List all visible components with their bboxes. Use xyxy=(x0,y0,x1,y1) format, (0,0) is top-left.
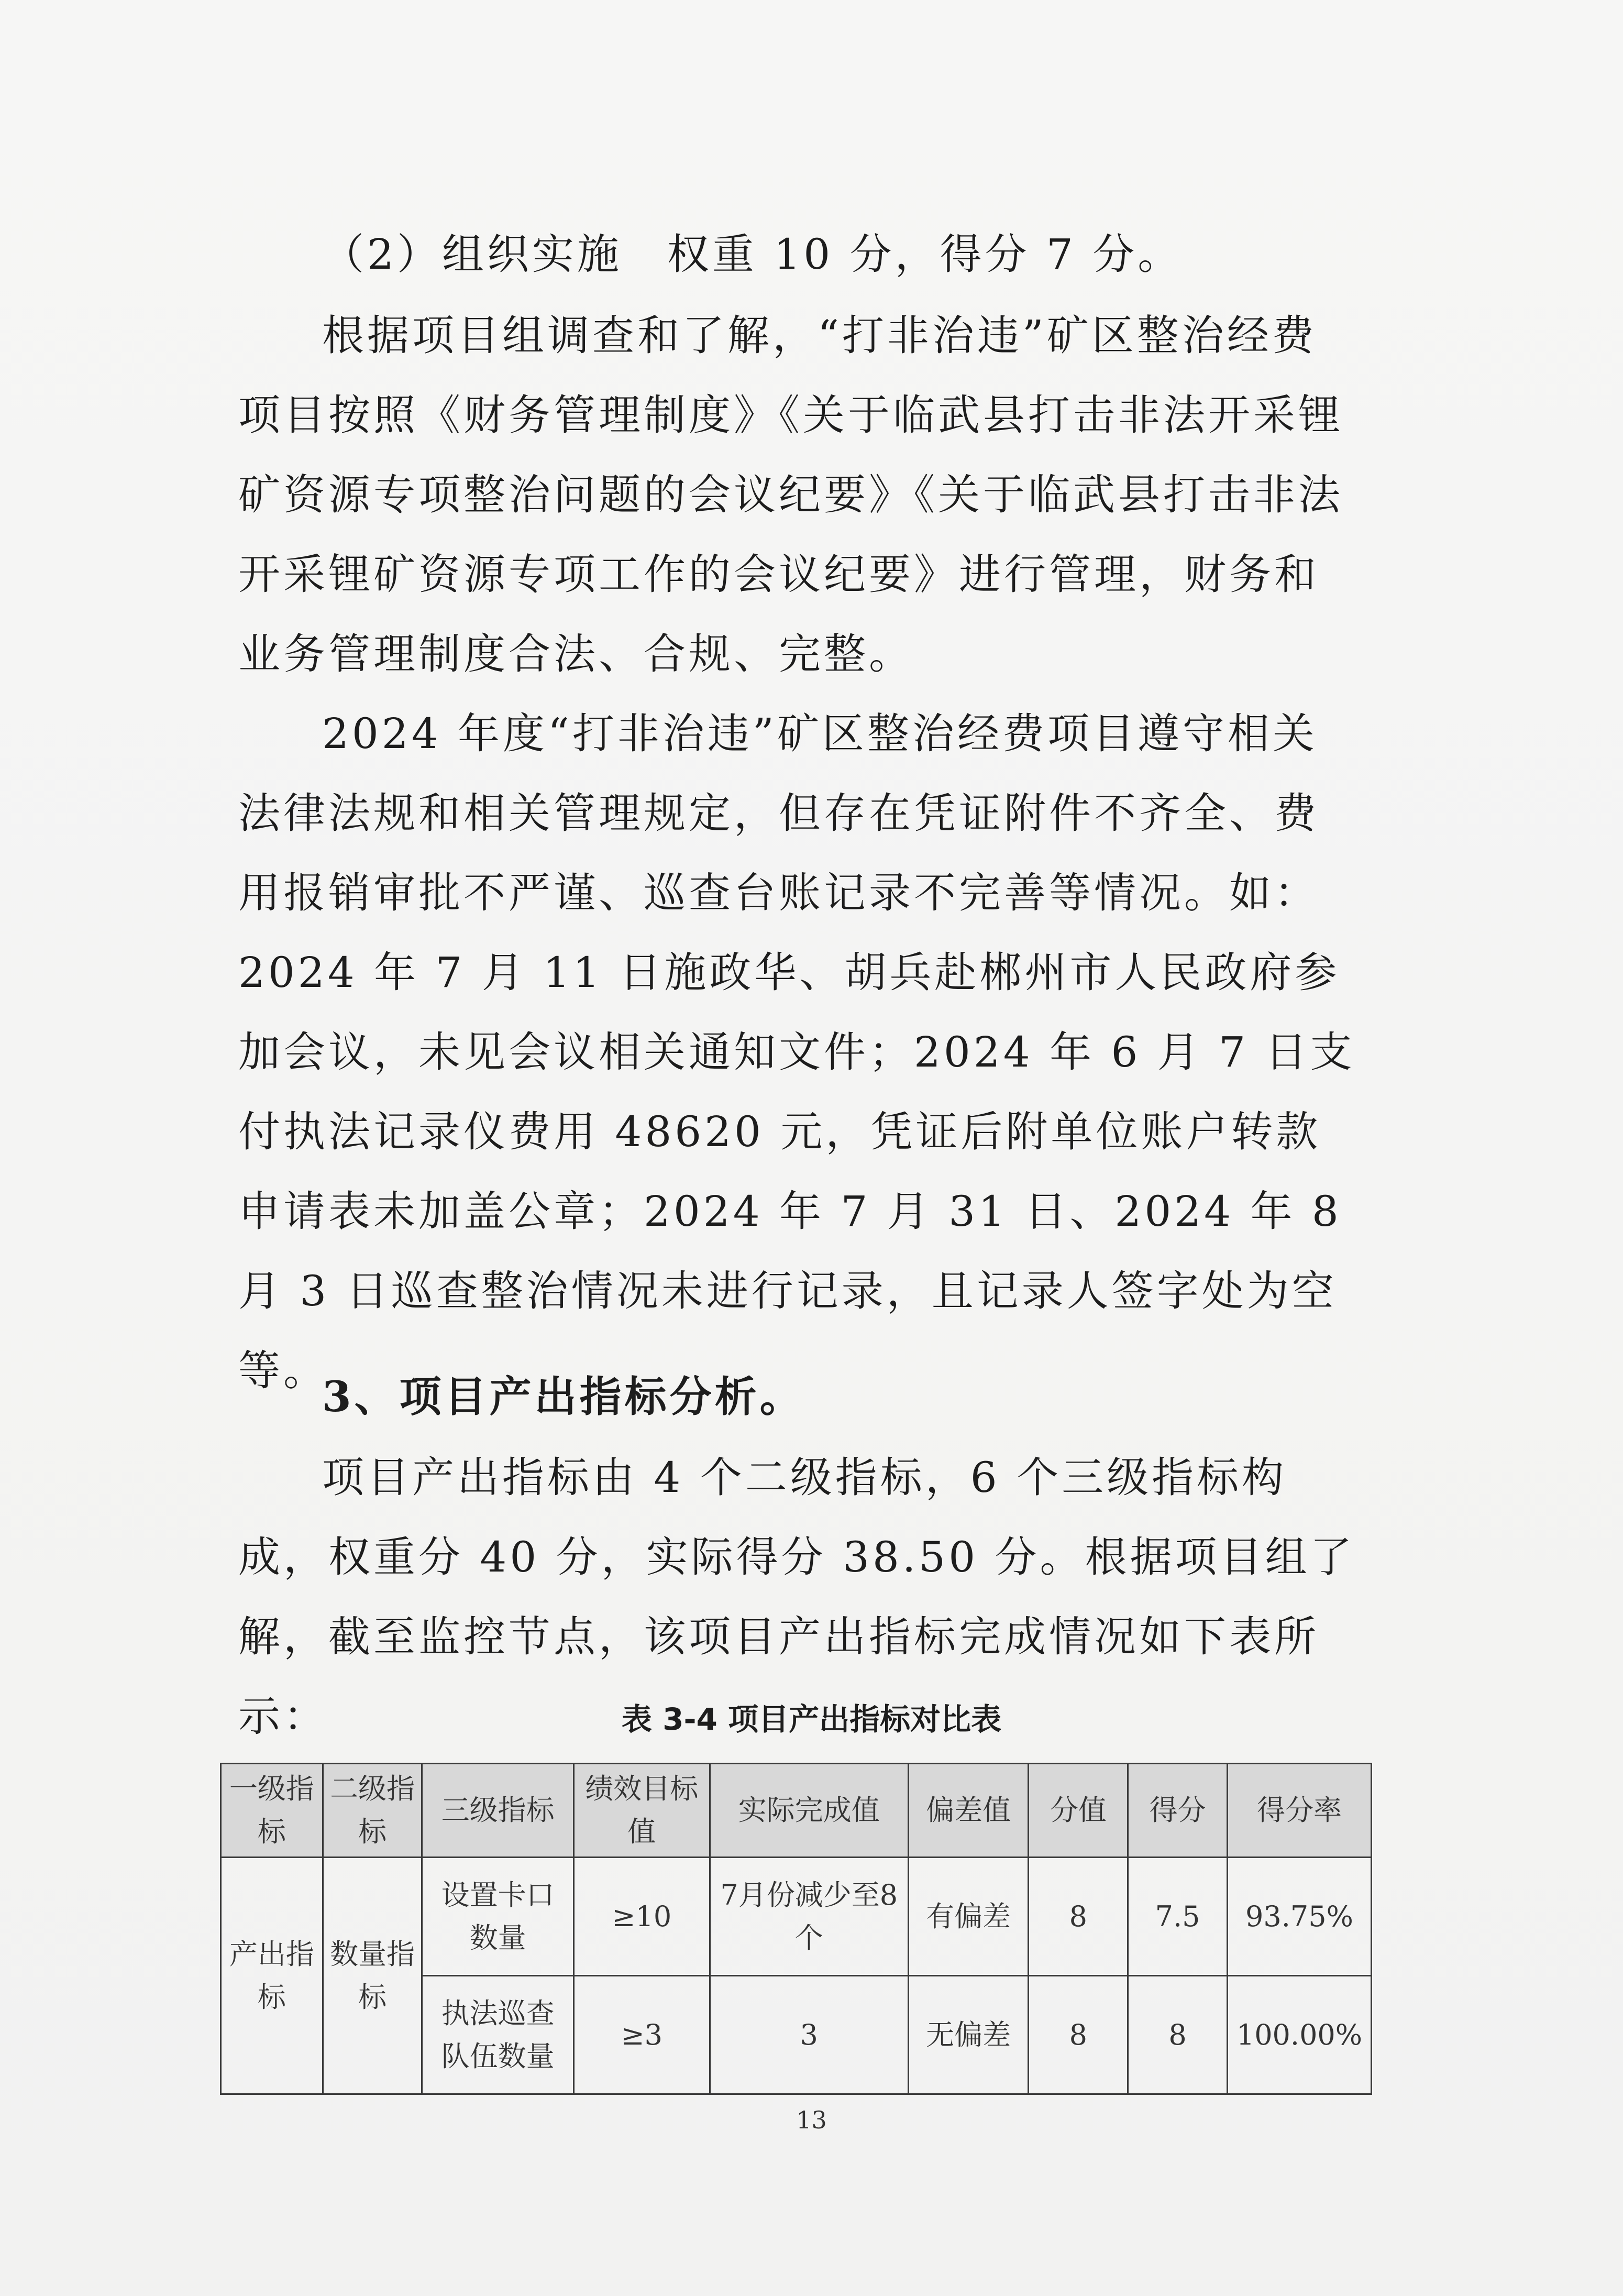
cell-actual: 7月份减少至8个 xyxy=(710,1858,908,1976)
header-level1: 一级指标 xyxy=(221,1764,323,1858)
cell-score: 7.5 xyxy=(1128,1858,1228,1976)
cell-actual: 3 xyxy=(710,1976,908,2094)
output-indicator-table xyxy=(220,1763,1372,2095)
cell-rate: 93.75% xyxy=(1227,1858,1371,1976)
cell-indicator: 设置卡口数量 xyxy=(422,1858,573,1976)
header-target: 绩效目标值 xyxy=(573,1764,710,1858)
header-level3: 三级指标 xyxy=(422,1764,573,1858)
table-header-row xyxy=(221,1764,1372,1858)
cell-score: 8 xyxy=(1128,1976,1228,2094)
header-rate: 得分率 xyxy=(1227,1764,1371,1858)
header-deviation: 偏差值 xyxy=(908,1764,1029,1858)
cell-target: ≥10 xyxy=(573,1858,710,1976)
paragraph-issues: 2024 年度“打非治违”矿区整治经费项目遵守相关法律法规和相关管理规定，但存在凭证附件不齐全、费用报销审批不严谨、巡查台账记录不完善等情况。如：2024 年 7 月 11 日施政华、胡兵赴郴州市人民政府参加会议，未见会议相关通知文件；2024 年 6 月 7 日支付执法记录仪费用 48620 元，凭证后附单位账户转款申请表未加盖公章；2024 年 7 月 31 日、2024 年 8 月 3 日巡查整治情况未进行记录，且记录人签字处为空等。 xyxy=(238,709,1355,1395)
page-number: 13 xyxy=(796,2106,827,2134)
table-caption: 表 3-4 项目产出指标对比表 xyxy=(621,1701,1002,1737)
paragraph-management-basis: 根据项目组调查和了解，“打非治违”矿区整治经费项目按照《财务管理制度》《关于临武县打击非法开采锂矿资源专项整治问题的会议纪要》《关于临武县打击非法开采锂矿资源专项工作的会议纪要》进行管理，财务和业务管理制度合法、合规、完整。 xyxy=(238,311,1343,678)
table-row xyxy=(221,1858,1372,1976)
header-level2: 二级指标 xyxy=(323,1764,422,1858)
header-weight: 分值 xyxy=(1029,1764,1128,1858)
cell-deviation: 无偏差 xyxy=(908,1976,1029,2094)
header-score: 得分 xyxy=(1128,1764,1228,1858)
cell-level2: 数量指标 xyxy=(323,1858,422,2094)
cell-target: ≥3 xyxy=(573,1976,710,2094)
cell-rate: 100.00% xyxy=(1227,1976,1371,2094)
cell-indicator: 执法巡查队伍数量 xyxy=(422,1976,573,2094)
cell-deviation: 有偏差 xyxy=(908,1858,1029,1976)
section-title-output-analysis: 3、项目产出指标分析。 xyxy=(322,1372,805,1421)
cell-weight: 8 xyxy=(1029,1976,1128,2094)
subsection-heading-organization: （2）组织实施 权重 10 分，得分 7 分。 xyxy=(322,230,1183,279)
cell-weight: 8 xyxy=(1029,1858,1128,1976)
header-actual: 实际完成值 xyxy=(710,1764,908,1858)
paragraph-output-summary: 项目产出指标由 4 个二级指标，6 个三级指标构成，权重分 40 分，实际得分 38.50 分。根据项目组了解，截至监控节点，该项目产出指标完成情况如下表所示： xyxy=(238,1453,1355,1741)
cell-level1: 产出指标 xyxy=(221,1858,323,2094)
